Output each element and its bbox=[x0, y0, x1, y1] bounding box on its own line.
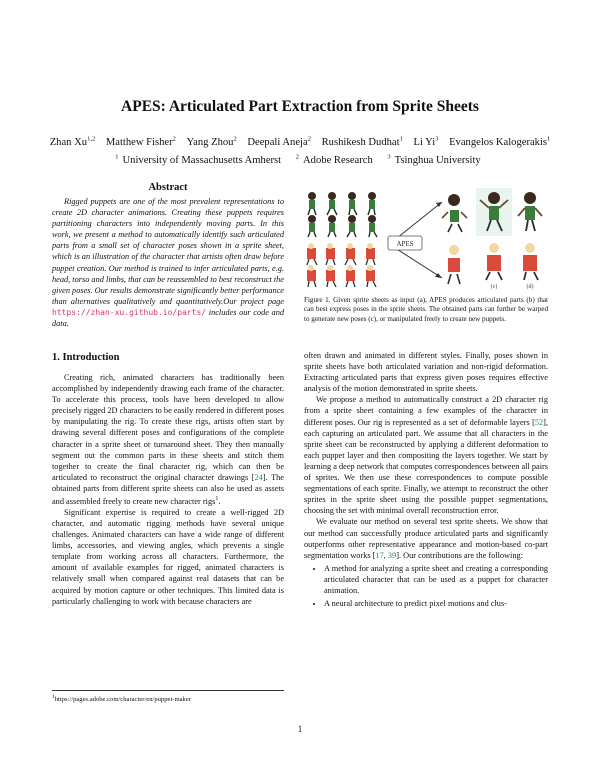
sprite-sheet-top-image bbox=[308, 192, 377, 237]
panel-label-d: (d) bbox=[526, 284, 534, 290]
body-paragraph: often drawn and animated in different styles. Finally, poses shown in sprite sheets have both articulated variation and non-rigid deformation. Extracting articulated parts that express given poses requires effective analysis of the motion demonstrated in sprite sheets. bbox=[304, 351, 548, 394]
affiliation: $^2$ Adobe Research bbox=[295, 153, 373, 167]
affiliation: $^3$ Tsinghua University bbox=[387, 153, 481, 167]
project-link[interactable]: https://zhan-xu.github.io/parts/ bbox=[52, 307, 207, 317]
body-paragraph: We evaluate our method on several test sprite sheets. We show that our method can successfully produce articulated parts and significantly outperforms other representative appearance and motion-based co-part segmentation works [17, 39]. Our contributions are the following: bbox=[304, 517, 548, 560]
new-puppet-top-image bbox=[518, 192, 542, 231]
sprite-sheet-bottom-image bbox=[307, 243, 376, 287]
intro-heading: 1. Introduction bbox=[52, 352, 120, 363]
contribution-list bbox=[304, 563, 548, 609]
affiliations bbox=[0, 150, 600, 169]
affiliation: $^1$ University of Massachusetts Amherst bbox=[115, 153, 282, 167]
figure-caption: Figure 1. Given sprite sheets as input (a), APES produces articulated parts (b) that can best express poses in the sprite sheets. The obtained parts can further be warped to generate new poses (c), or manipulated freely to create new puppets. bbox=[304, 296, 548, 323]
body-paragraph: We propose a method to automatically construct a 2D character rig from a sprite sheet containing a few examples of the character in different poses. Our rig is represented as a set of deformable layers [52], each capturing an articulated part. We assume that all characters in the sprite sheet can be reconstructed by applying a different deformation to each puppet layer and then compositing the layers together. We start by learning a deep network that computes correspondences between all pairs of sprites. We then use these correspondences to compute possible segmentations of each sprite. Finally, we attempt to reconstruct the other sprites in the sprite sheet using the possible puppet segmentations, choosing the set with minimal overall reconstruction error. bbox=[304, 395, 548, 516]
abstract-heading: Abstract bbox=[148, 182, 188, 193]
new-pose-bottom-image bbox=[486, 243, 502, 280]
paper-title: APES: Articulated Part Extraction from Sprite Sheets bbox=[121, 98, 479, 115]
list-item: • A neural architecture to predict pixel motions and clus- bbox=[324, 598, 548, 609]
author: Evangelos Kalogerakis$^1$ bbox=[449, 135, 551, 148]
author-block bbox=[0, 131, 600, 168]
intro-paragraph: Creating rich, animated characters has traditionally been accomplished by independently drawing each frame of the character. To accelerate this process, tools have been developed to allow precisely rigged 2D characters to be easily rendered in different poses by manipulating the rig. To create these rigs, artists often start by drawing several different poses and configurations of the complete character in a sprite sheet or turnaround sheet. They then manually segment out the common parts in these sheets and stitch them together to create the final character rig, which can then be articulated to reconstruct the original character drawings [24]. The obtained parts from different sprite sheets can also be used as assets and assembled freely to create new character rigs$^1$. bbox=[52, 373, 284, 506]
citation-link[interactable]: 24 bbox=[254, 472, 263, 482]
footnote-marker[interactable]: 1 bbox=[215, 496, 219, 503]
intro-body bbox=[52, 372, 284, 607]
panel-label-c: (c) bbox=[490, 284, 498, 290]
author: Deepali Aneja$^2$ bbox=[247, 135, 311, 148]
abstract-body: Rigged puppets are one of the most prevalent representations to create 2D character animations. Creating these puppets requires partitioning characters into independently moving parts. In this work, we present a method to automatically identify such articulated parts from a small set of character poses shown in a sprite sheet, which is an illustration of the character that artists often draw before puppet creation. Our method is trained to infer articulated parts, e.g. head, torso and limbs, that can be reassembled to best reconstruct the given poses. Our results demonstrate significantly better performance than alternatives qualitatively and quantitatively.Our project page https://zhan-xu.github.io/parts/ includes our code and data. bbox=[52, 197, 284, 329]
list-item: • A method for analyzing a sprite sheet and creating a corresponding articulated character that can be used as a puppet for character animation. bbox=[324, 563, 548, 596]
arrow-down-icon bbox=[392, 246, 442, 278]
new-puppet-bottom-image bbox=[523, 243, 538, 280]
intro-paragraph: Significant expertise is required to create a well-rigged 2D character, and automatic rigging methods have several unique challenges. Animated characters can have a wide range of different limbs, accessories, and viewing angles, which prevents a single template from working across all characters. Furthermore, the amount of available examples for rigged, animated characters is relatively small when compared against real datasets that can be acquired by motion capture or other techniques. This limited data is particularly challenging to work with because characters are bbox=[52, 507, 284, 606]
author: Matthew Fisher$^2$ bbox=[105, 135, 176, 148]
author: Li Yi$^3$ bbox=[413, 135, 439, 148]
figure-1 bbox=[302, 186, 550, 290]
footnote: $^1$https://pages.adobe.com/character/en/puppet-maker bbox=[52, 690, 284, 703]
citation-link[interactable]: 39 bbox=[387, 550, 397, 560]
articulated-parts-top-image bbox=[442, 194, 467, 232]
citation-link[interactable]: 17 bbox=[375, 550, 384, 560]
apes-label: APES bbox=[396, 240, 414, 248]
citation-link[interactable]: 52 bbox=[534, 417, 544, 427]
articulated-parts-bottom-image bbox=[448, 245, 460, 284]
author: Rushikesh Dudhat$^1$ bbox=[321, 135, 403, 148]
page-number: 1 bbox=[297, 724, 303, 734]
author: Zhan Xu$^{1,2}$ bbox=[49, 135, 96, 148]
right-column-body bbox=[304, 350, 548, 611]
author: Yang Zhou$^2$ bbox=[186, 135, 237, 148]
